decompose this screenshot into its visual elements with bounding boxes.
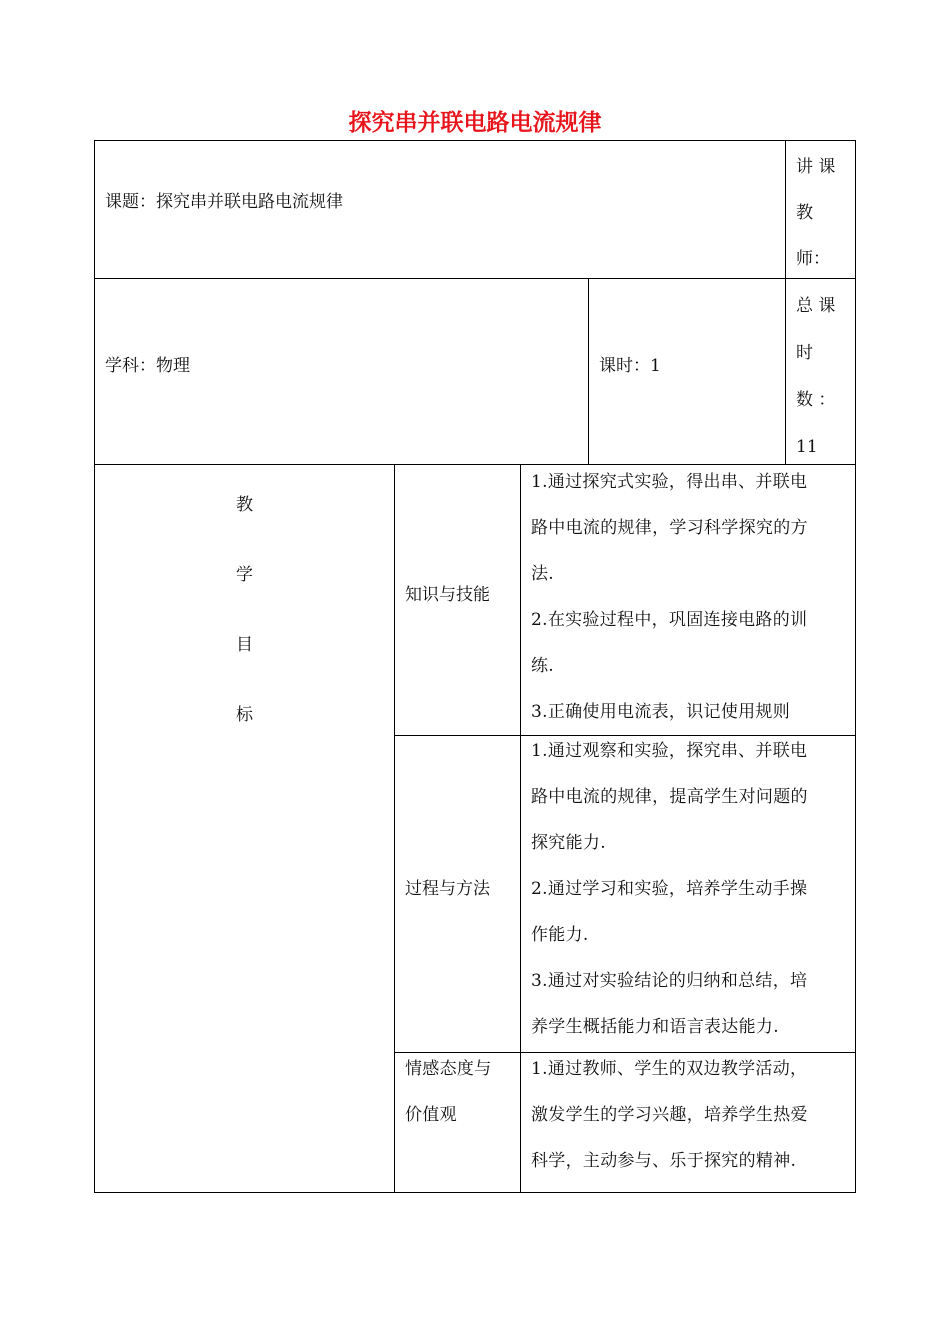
section-content-attitude — [531, 1046, 808, 1184]
objective-name-divider — [520, 464, 521, 1193]
teacher-label — [796, 144, 835, 282]
total-periods-line: 11 — [796, 437, 818, 457]
total-periods-label — [796, 283, 835, 471]
objectives-label-char: 学 — [236, 565, 253, 585]
content-line: 3.通过对实验结论的归纳和总结，培 — [531, 971, 808, 991]
content-line: 2.在实验过程中，巩固连接电路的训 — [531, 610, 808, 630]
objective-label-divider — [394, 464, 395, 1193]
objectives-label-char: 教 — [236, 495, 253, 515]
section-name-line: 价值观 — [405, 1105, 457, 1125]
teacher-col-divider — [785, 140, 786, 465]
table-border-left — [94, 140, 95, 1193]
section-name-knowledge: 知识与技能 — [405, 585, 490, 605]
teacher-label-line: 师： — [796, 249, 830, 269]
content-line: 路中电流的规律，学习科学探究的方 — [531, 518, 808, 538]
objectives-label-char: 标 — [236, 705, 253, 725]
subject-text: 学科：物理 — [105, 356, 190, 376]
table-border-top — [94, 140, 856, 141]
content-line: 1.通过探究式实验，得出串、并联电 — [531, 472, 808, 492]
objectives-label — [236, 470, 253, 750]
section-name-attitude — [405, 1046, 492, 1138]
content-line: 探究能力. — [531, 833, 606, 853]
content-line: 1.通过教师、学生的双边教学活动， — [531, 1059, 808, 1079]
section-name-process: 过程与方法 — [405, 879, 490, 899]
section-content-process — [531, 728, 808, 1050]
content-line: 1.通过观察和实验，探究串、并联电 — [531, 741, 808, 761]
total-periods-line: 数 ： — [796, 390, 836, 410]
topic-text: 课题：探究串并联电路电流规律 — [105, 192, 343, 212]
table-border-right — [855, 140, 856, 1193]
table-border-row1 — [94, 278, 856, 279]
content-line: 养学生概括能力和语言表达能力. — [531, 1017, 779, 1037]
content-line: 作能力. — [531, 925, 589, 945]
period-col-divider — [588, 278, 589, 465]
table-border-bottom — [94, 1192, 856, 1193]
teacher-label-line: 讲 课 — [796, 157, 836, 177]
content-line: 3.正确使用电流表，识记使用规则 — [531, 702, 791, 722]
section-name-line: 情感态度与 — [405, 1059, 492, 1079]
total-periods-line: 总 课 — [796, 296, 836, 316]
page-title: 探究串并联电路电流规律 — [348, 109, 602, 136]
content-line: 激发学生的学习兴趣，培养学生热爱 — [531, 1105, 808, 1125]
content-line: 法. — [531, 564, 555, 584]
content-line: 路中电流的规律，提高学生对问题的 — [531, 787, 808, 807]
objectives-label-char: 目 — [236, 635, 253, 655]
teacher-label-line: 教 — [796, 203, 813, 223]
total-periods-line: 时 — [796, 343, 813, 363]
content-line: 练. — [531, 656, 555, 676]
content-line: 2.通过学习和实验，培养学生动手操 — [531, 879, 808, 899]
content-line: 科学，主动参与、乐于探究的精神. — [531, 1151, 797, 1171]
section-content-knowledge — [531, 459, 808, 735]
period-text: 课时：1 — [599, 356, 661, 376]
